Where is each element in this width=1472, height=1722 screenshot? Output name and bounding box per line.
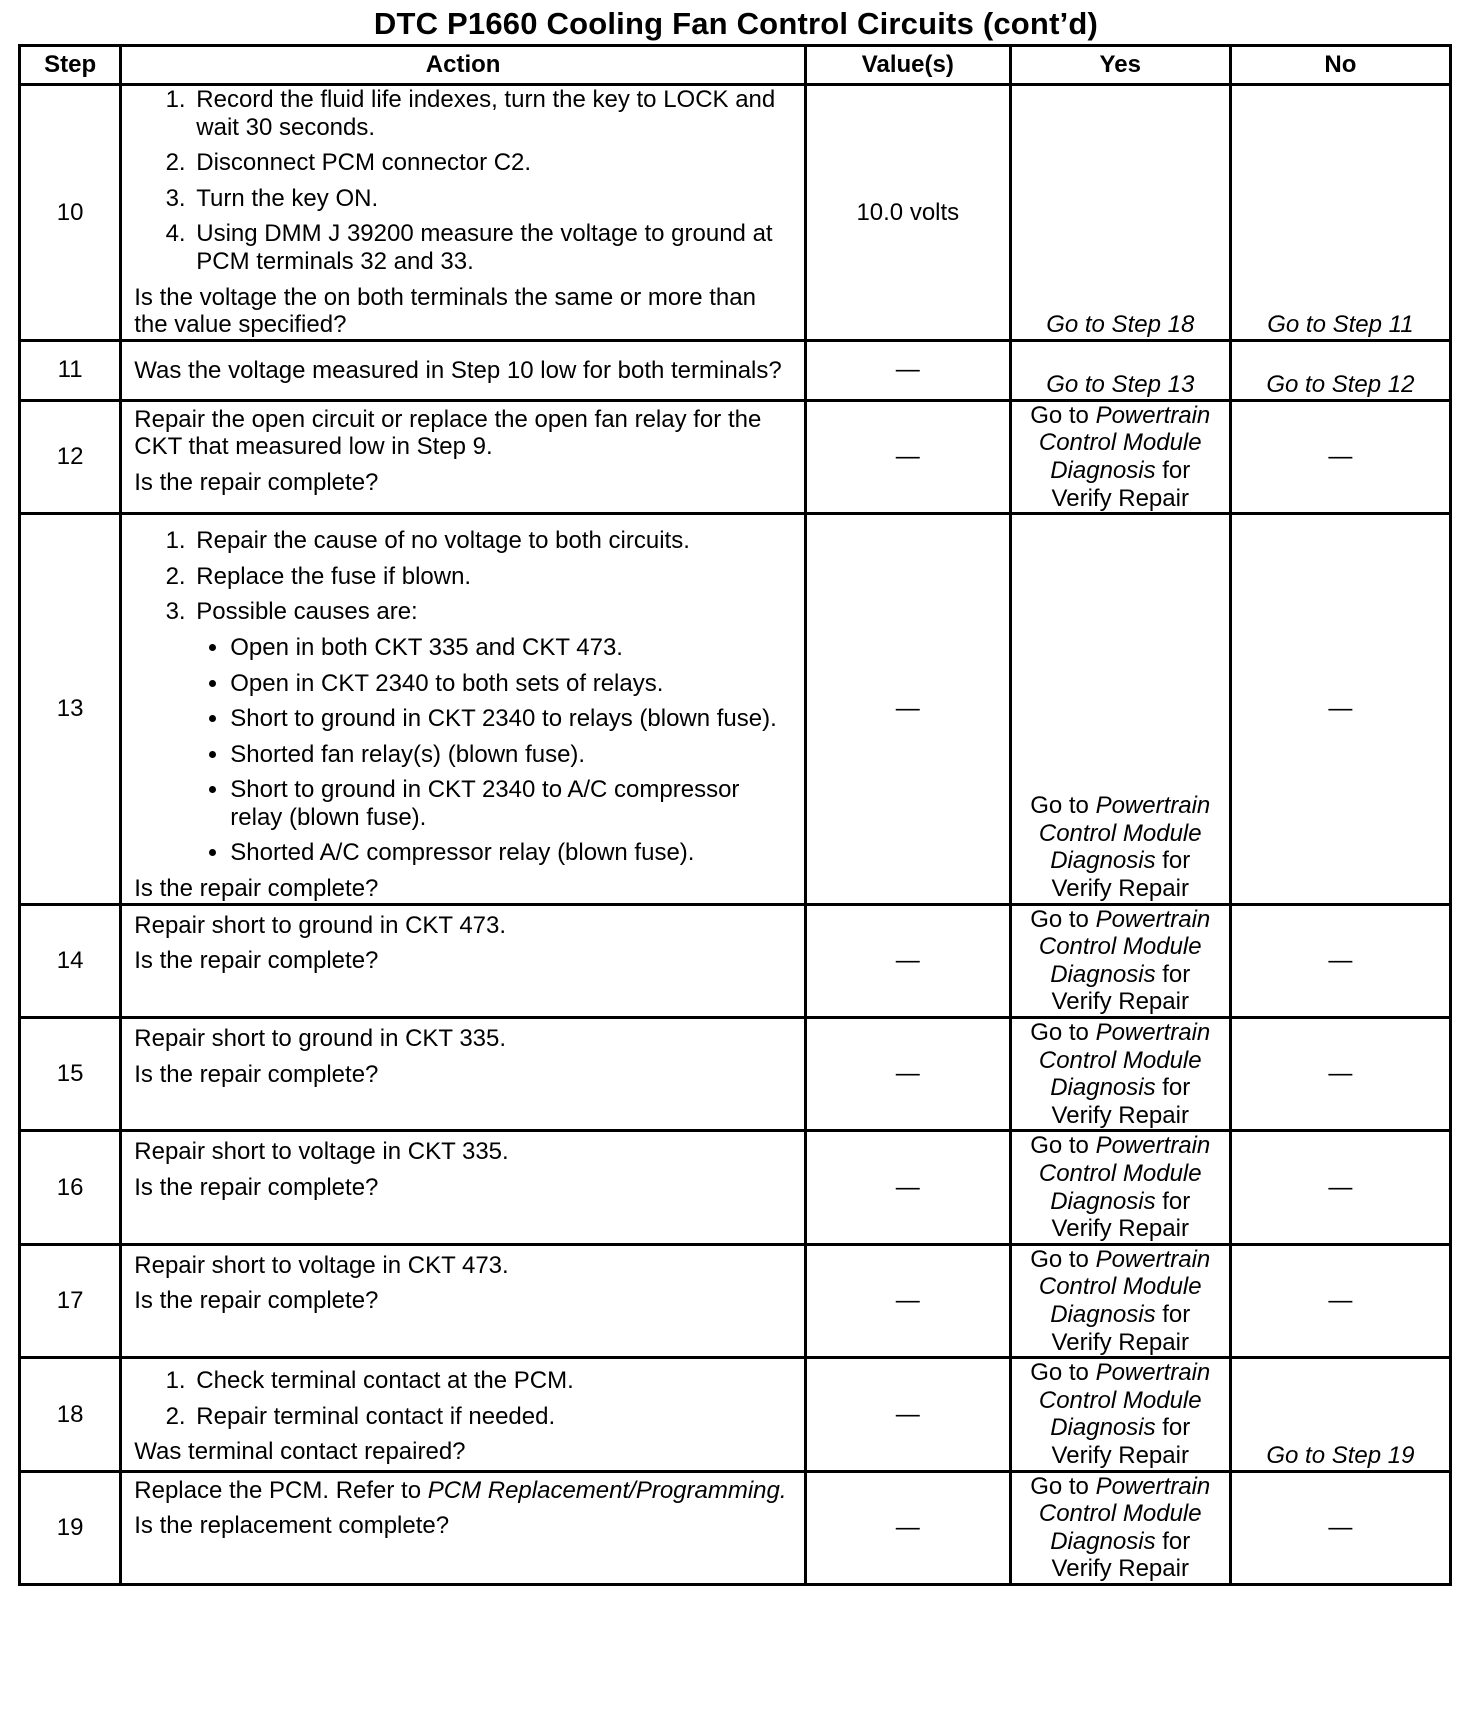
- table-row: [20, 1131, 1451, 1244]
- yes-verify-repair: Go to Powertrain Control Module Diagnosis for Verify Repair: [1010, 1131, 1230, 1244]
- action-question: Is the repair complete?: [134, 947, 379, 975]
- action-step: 3. Turn the key ON.: [192, 185, 792, 213]
- action-text: Repair short to ground in CKT 335.: [134, 1025, 507, 1053]
- action-text-prefix: Replace the PCM. Refer to: [134, 1476, 422, 1504]
- action-question: Was terminal contact repaired?: [134, 1438, 466, 1466]
- step-number: 12: [20, 400, 121, 513]
- step-number: 16: [20, 1131, 121, 1244]
- table-row: [20, 1018, 1451, 1131]
- page-title: DTC P1660 Cooling Fan Control Circuits (cont’d): [373, 6, 1099, 41]
- action-text: Repair short to voltage in CKT 335.: [134, 1138, 509, 1166]
- action-step: 2. Disconnect PCM connector C2.: [192, 149, 792, 177]
- action-cell: [121, 1131, 806, 1244]
- table-row: [20, 340, 1451, 400]
- yes-verify-repair: Go to Powertrain Control Module Diagnosis for Verify Repair: [1010, 514, 1230, 905]
- cause-item: • Shorted A/C compressor relay (blown fuse).: [230, 839, 792, 867]
- reference-title: PCM Replacement/Programming.: [427, 1476, 787, 1504]
- table-row: [20, 514, 1451, 905]
- action-step: 2. Replace the fuse if blown.: [192, 563, 792, 591]
- step-number: 14: [20, 904, 121, 1017]
- action-question: Is the replacement complete?: [134, 1512, 450, 1540]
- action-question: Is the voltage the on both terminals the same or more than the value specified?: [134, 283, 756, 339]
- yes-verify-repair: Go to Powertrain Control Module Diagnosis for Verify Repair: [1010, 1018, 1230, 1131]
- no-goto-step-11: Go to Step 11: [1230, 85, 1450, 341]
- value-dash: —: [805, 904, 1010, 1017]
- table-row: [20, 1471, 1451, 1584]
- action-cell: [121, 904, 806, 1017]
- action-text: Repair short to ground in CKT 473.: [134, 911, 507, 939]
- table-row: [20, 400, 1451, 513]
- action-question: Is the repair complete?: [134, 1174, 379, 1201]
- action-cell: [121, 1244, 806, 1357]
- no-goto-step-12: Go to Step 12: [1230, 340, 1450, 400]
- yes-verify-repair: Go to Powertrain Control Module Diagnosis for Verify Repair: [1010, 904, 1230, 1017]
- action-step: 2. Repair terminal contact if needed.: [192, 1403, 792, 1431]
- value-cell: 10.0 volts: [805, 85, 1010, 341]
- step-number: 18: [20, 1358, 121, 1471]
- action-question: Is the repair complete?: [134, 875, 379, 903]
- action-question: Is the repair complete?: [134, 1060, 379, 1088]
- no-dash: —: [1230, 400, 1450, 513]
- yes-verify-repair: Go to Powertrain Control Module Diagnosis for Verify Repair: [1010, 400, 1230, 513]
- no-dash: —: [1230, 514, 1450, 905]
- step-number: 11: [20, 340, 121, 400]
- action-cell: [121, 1358, 806, 1471]
- action-steps: [134, 86, 792, 276]
- action-cell: [121, 85, 806, 341]
- header-no: No: [1230, 46, 1450, 85]
- action-step: 1. Check terminal contact at the PCM.: [192, 1367, 792, 1395]
- cause-item: • Shorted fan relay(s) (blown fuse).: [230, 741, 792, 769]
- diagnostic-table: [18, 44, 1452, 1586]
- action-step: 4. Using DMM J 39200 measure the voltage to ground at PCM terminals 32 and 33.: [192, 220, 792, 275]
- action-steps: [134, 527, 792, 867]
- no-dash: —: [1230, 1131, 1450, 1244]
- cause-item: • Short to ground in CKT 2340 to relays (blown fuse).: [230, 705, 792, 733]
- action-cell: [121, 340, 806, 400]
- value-dash: —: [805, 400, 1010, 513]
- action-question: Is the repair complete?: [134, 1287, 379, 1315]
- action-cell: [121, 400, 806, 513]
- action-steps: [134, 1367, 792, 1430]
- table-row: [20, 1358, 1451, 1471]
- table-row: [20, 1244, 1451, 1357]
- no-dash: —: [1230, 904, 1450, 1017]
- value-dash: —: [805, 1244, 1010, 1357]
- value-dash: —: [805, 340, 1010, 400]
- action-step-text: Possible causes are:: [196, 598, 418, 626]
- no-dash: —: [1230, 1018, 1450, 1131]
- action-cell: [121, 1018, 806, 1131]
- action-cell: [121, 514, 806, 905]
- no-dash: —: [1230, 1471, 1450, 1584]
- table-row: [20, 904, 1451, 1017]
- value-dash: —: [805, 514, 1010, 905]
- action-text: Repair short to voltage in CKT 473.: [134, 1251, 509, 1279]
- table-row: [20, 85, 1451, 341]
- step-number: 19: [20, 1471, 121, 1584]
- yes-verify-repair: Go to Powertrain Control Module Diagnosis for Verify Repair: [1010, 1358, 1230, 1471]
- header-action: Action: [121, 46, 806, 85]
- value-dash: —: [805, 1018, 1010, 1131]
- action-step: 1. Record the fluid life indexes, turn the key to LOCK and wait 30 seconds.: [192, 86, 792, 141]
- action-text: [134, 1477, 792, 1505]
- step-number: 10: [20, 85, 121, 341]
- step-number: 17: [20, 1244, 121, 1357]
- value-dash: —: [805, 1131, 1010, 1244]
- no-dash: —: [1230, 1244, 1450, 1357]
- action-cell: [121, 1471, 806, 1584]
- header-yes: Yes: [1010, 46, 1230, 85]
- value-dash: —: [805, 1358, 1010, 1471]
- action-question: Was the voltage measured in Step 10 low for both terminals?: [134, 357, 782, 385]
- yes-goto-step-13: Go to Step 13: [1010, 340, 1230, 400]
- cause-item: • Open in both CKT 335 and CKT 473.: [230, 634, 792, 662]
- header-step: Step: [20, 46, 121, 85]
- action-step: [192, 598, 792, 867]
- action-step: 1. Repair the cause of no voltage to both circuits.: [192, 527, 792, 555]
- yes-verify-repair: Go to Powertrain Control Module Diagnosis for Verify Repair: [1010, 1471, 1230, 1584]
- cause-item: • Open in CKT 2340 to both sets of relays.: [230, 670, 792, 698]
- header-values: Value(s): [805, 46, 1010, 85]
- action-text: Repair the open circuit or replace the open fan relay for the CKT that measured low in Step 9.: [134, 405, 762, 461]
- cause-item: • Short to ground in CKT 2340 to A/C compressor relay (blown fuse).: [230, 776, 792, 831]
- step-number: 13: [20, 514, 121, 905]
- action-question: Is the repair complete?: [134, 468, 379, 496]
- yes-verify-repair: Go to Powertrain Control Module Diagnosis for Verify Repair: [1010, 1244, 1230, 1357]
- header-row: [20, 46, 1451, 85]
- no-goto-step-19: Go to Step 19: [1230, 1358, 1450, 1471]
- value-dash: —: [805, 1471, 1010, 1584]
- possible-causes-list: [196, 634, 792, 867]
- step-number: 15: [20, 1018, 121, 1131]
- yes-goto-step-18: Go to Step 18: [1010, 85, 1230, 341]
